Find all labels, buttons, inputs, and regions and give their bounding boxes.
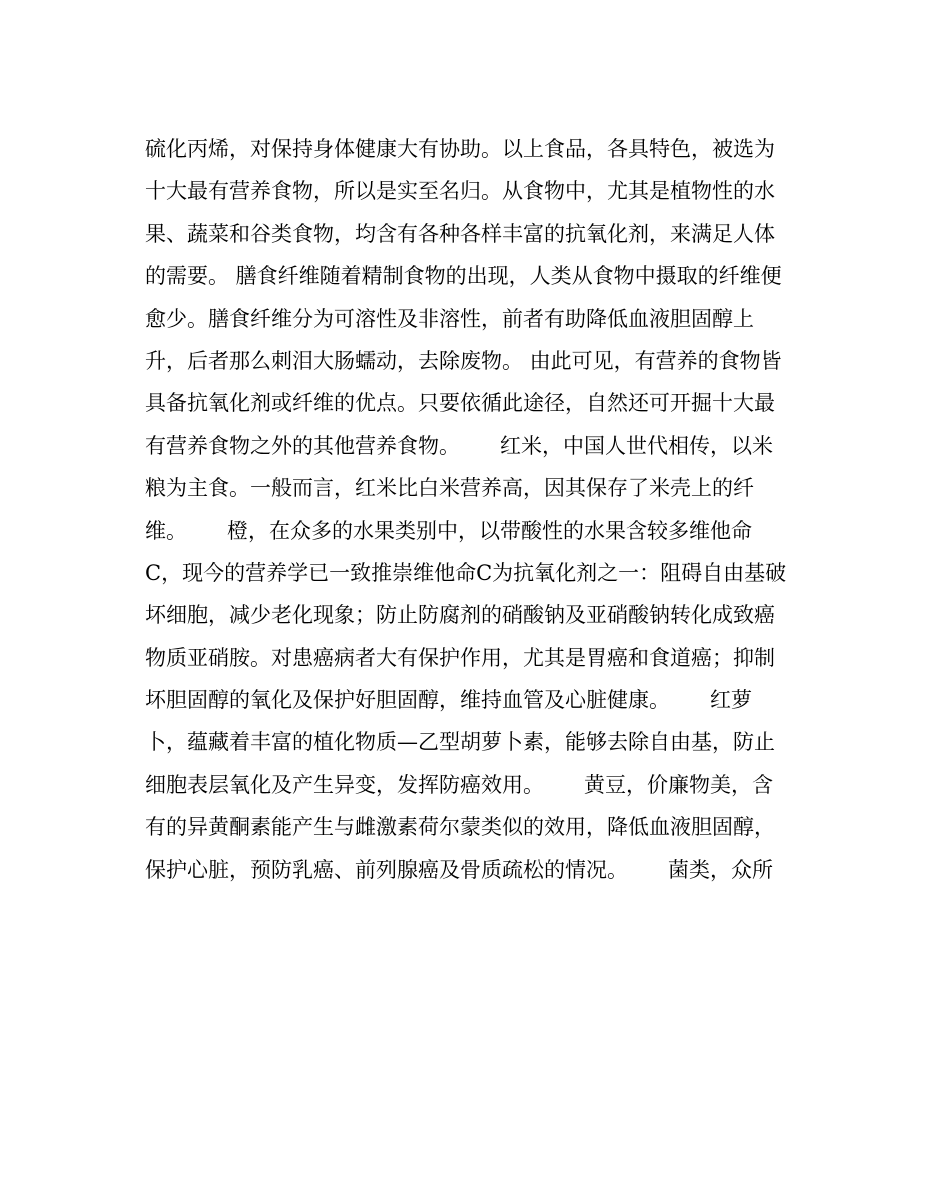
text-line: C，现今的营养学已一致推崇维他命C为抗氧化剂之一：阻碍自由基破: [145, 560, 787, 585]
text-line: 果、蔬菜和谷类食物，均含有各种各样丰富的抗氧化剂，来满足人体: [145, 221, 775, 246]
text-line: 十大最有营养食物，所以是实至名归。从食物中，尤其是植物性的水: [145, 179, 775, 204]
text-line: 坏胆固醇的氧化及保护好胆固醇，维持血管及心脏健康。 红萝: [145, 688, 753, 713]
text-line: 细胞表层氧化及产生异变，发挥防癌效用。 黄豆，价廉物美，含: [145, 772, 774, 797]
text-line: 维。 橙，在众多的水果类别中，以带酸性的水果含较多维他命: [145, 518, 753, 543]
body-text: [145, 128, 825, 891]
text-line: 的需要。 膳食纤维随着精制食物的出现，人类从食物中摄取的纤维便: [145, 264, 782, 289]
text-line: 物质亚硝胺。对患癌病者大有保护作用，尤其是胃癌和食道癌；抑制: [145, 645, 775, 670]
text-line: 卜，蕴藏着丰富的植化物质—乙型胡萝卜素，能够去除自由基，防止: [145, 730, 775, 755]
text-line: 有的异黄酮素能产生与雌激素荷尔蒙类似的效用，降低血液胆固醇，: [145, 815, 775, 840]
text-line: 保护心脏，预防乳癌、前列腺癌及骨质疏松的情况。 菌类，众所: [145, 857, 774, 882]
text-line: 升，后者那么刺泪大肠蠕动，去除废物。 由此可见，有营养的食物皆: [145, 348, 782, 373]
text-line: 硫化丙烯，对保持身体健康大有协助。以上食品，各具特色，被选为: [145, 137, 775, 161]
text-line: 愈少。膳食纤维分为可溶性及非溶性，前者有助降低血液胆固醇上: [145, 306, 754, 331]
text-line: 具备抗氧化剂或纤维的优点。只要依循此途径，自然还可开掘十大最: [145, 391, 775, 416]
text-line: 粮为主食。一般而言，红米比白米营养高，因其保存了米壳上的纤: [145, 476, 754, 501]
text-line: 有营养食物之外的其他营养食物。 红米，中国人世代相传，以米: [145, 433, 774, 458]
text-line: 坏细胞，减少老化现象；防止防腐剂的硝酸钠及亚硝酸钠转化成致癌: [145, 603, 775, 628]
